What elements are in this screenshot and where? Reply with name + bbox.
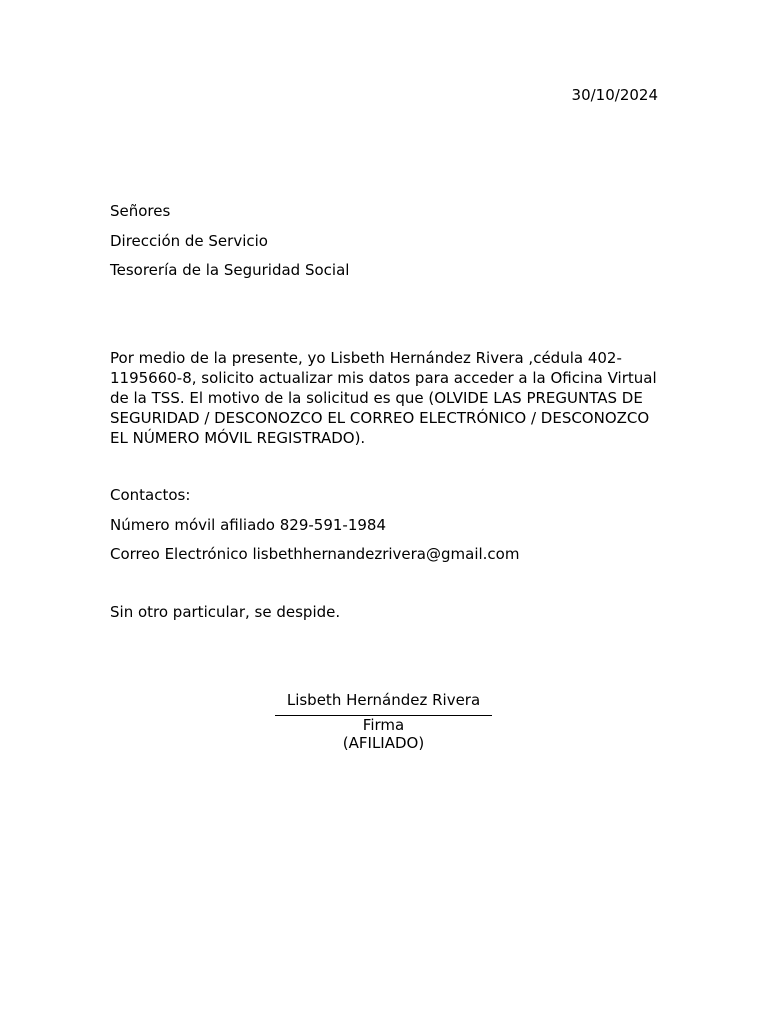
signer-name: Lisbeth Hernández Rivera	[286, 691, 481, 709]
closing-text: Sin otro particular, se despide.	[110, 603, 341, 621]
contact-email: Correo Electrónico lisbethhernandezrivera@gmail.com	[110, 545, 520, 563]
contacts-heading: Contactos:	[110, 486, 191, 504]
contacts-block	[110, 485, 670, 574]
recipient-line: Señores	[110, 202, 171, 220]
signature-label: Firma	[362, 716, 405, 734]
recipient-line: Tesorería de la Seguridad Social	[110, 261, 350, 279]
recipient-block	[110, 201, 670, 290]
letter-date: 30/10/2024	[571, 86, 658, 104]
signature-block	[275, 690, 492, 752]
contact-phone: Número móvil afiliado 829-591-1984	[110, 515, 387, 534]
signature-role: (AFILIADO)	[342, 734, 425, 752]
recipient-line: Dirección de Servicio	[110, 231, 268, 250]
letter-body: Por medio de la presente, yo Lisbeth Hernández Rivera ,cédula 402-1195660-8, solicito actualizar mis datos para acceder a la Oficina Virtual de la TSS. El motivo de la solicitud es que (OLVIDE LAS PREGUNTAS DE SEGURIDAD / DESCONOZCO EL CORREO ELECTRÓNICO / DESCONOZCO EL NÚMERO MÓVIL REGISTRADO).	[110, 349, 657, 447]
